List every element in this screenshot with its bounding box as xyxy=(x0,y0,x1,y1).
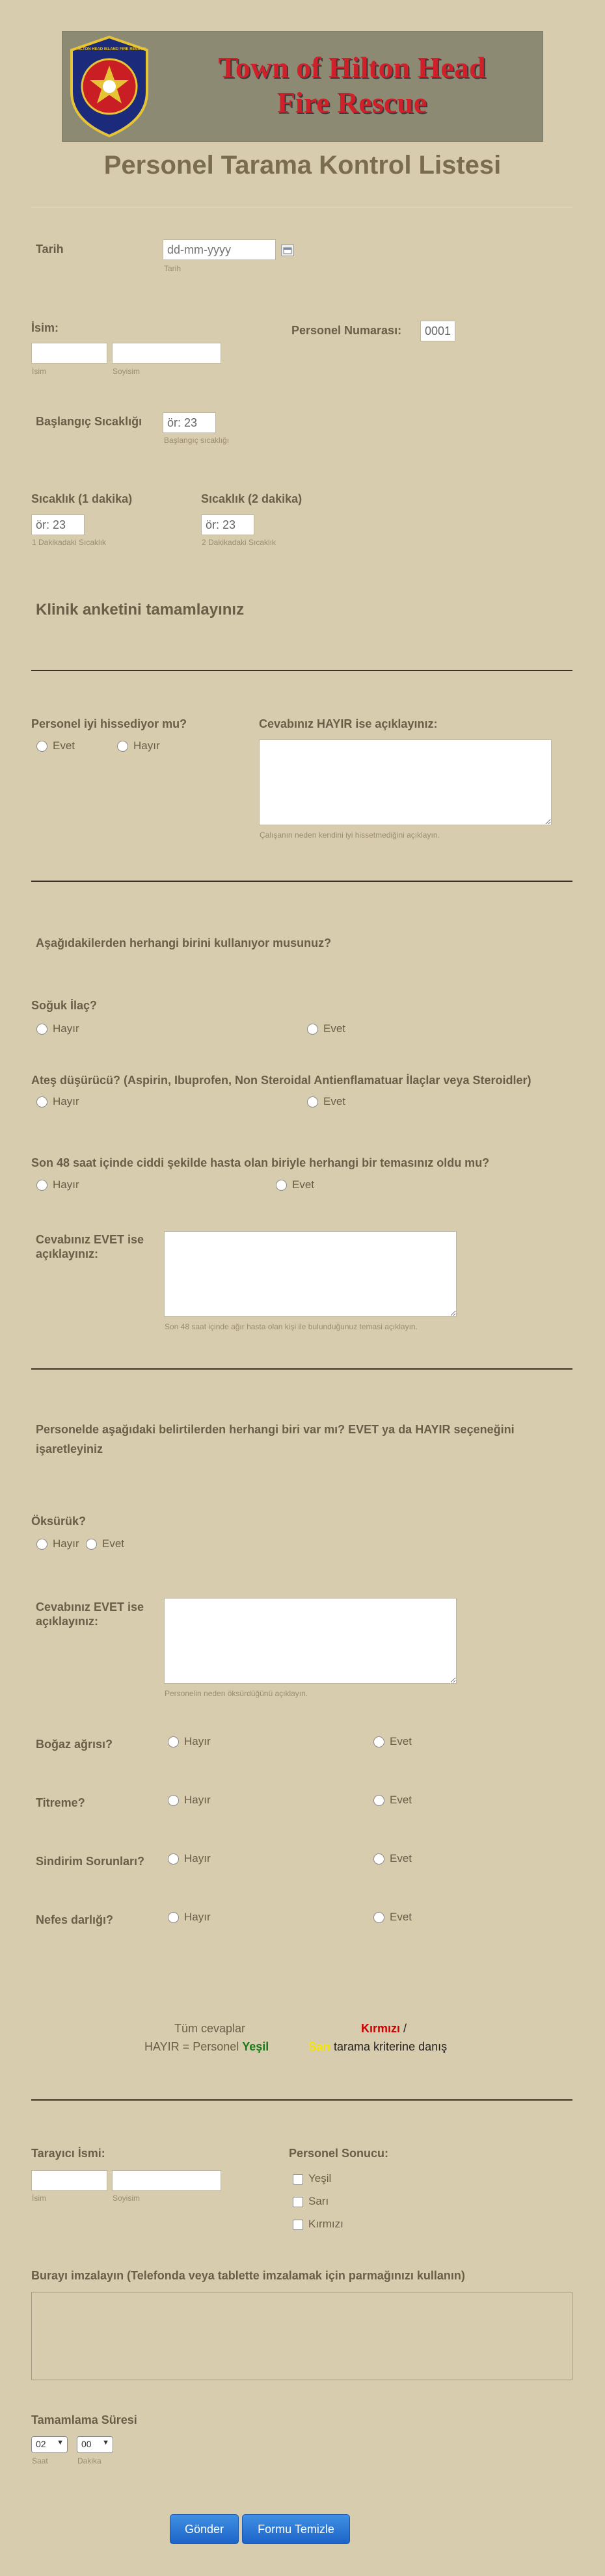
antipyretic-option-yes[interactable]: Evet xyxy=(307,1095,345,1108)
signature-label: Burayı imzalayın (Telefonda veya tablette imzalamak için parmağınızı kullanın) xyxy=(31,2269,465,2282)
cold-medicine-option-yes[interactable]: Evet xyxy=(307,1022,345,1035)
contact-explain-label: Cevabınız EVET ise açıklayınız: xyxy=(36,1233,144,1260)
radio-button[interactable] xyxy=(36,1180,47,1191)
feeling-well-option-yes[interactable]: Evet xyxy=(36,739,75,752)
contact-option-yes[interactable]: Evet xyxy=(276,1178,314,1191)
antipyretic-label: Ateş düşürücü? (Aspirin, Ibuprofen, Non Steroidal Antienflamatuar İlaçlar veya Steroidler) xyxy=(31,1074,531,1087)
sore-throat-label: Boğaz ağrısı? xyxy=(36,1738,113,1751)
personnel-number-label: Personel Numarası: xyxy=(291,324,402,337)
submit-button[interactable]: Gönder xyxy=(170,2514,239,2544)
radio-button[interactable] xyxy=(373,1853,384,1865)
divider xyxy=(31,670,572,671)
screener-last-sublabel: Soyisim xyxy=(113,2194,141,2203)
sore-throat-option-yes[interactable]: Evet xyxy=(373,1735,412,1748)
duration-label: Tamamlama Süresi xyxy=(31,2413,137,2426)
cough-option-yes[interactable]: Evet xyxy=(86,1537,124,1550)
temp2-input[interactable] xyxy=(201,514,254,535)
result-option-yellow[interactable]: Sarı xyxy=(293,2195,329,2208)
minute-select[interactable]: 00 ▼ xyxy=(77,2436,113,2453)
radio-button[interactable] xyxy=(276,1180,287,1191)
symptoms-heading: Personelde aşağıdaki belirtilerden herhangi biri var mı? EVET ya da HAYIR seçeneğini işaretleyiniz xyxy=(36,1423,515,1455)
clinical-heading: Klinik anketini tamamlayınız xyxy=(36,601,245,618)
sore-throat-option-no[interactable]: Hayır xyxy=(168,1735,211,1748)
cough-label: Öksürük? xyxy=(31,1515,87,1528)
radio-button[interactable] xyxy=(36,741,47,752)
temp2-label: Sıcaklık (2 dakika) xyxy=(201,492,302,505)
result-option-green[interactable]: Yeşil xyxy=(293,2172,331,2185)
radio-button[interactable] xyxy=(373,1795,384,1806)
shortness-of-breath-option-no[interactable]: Hayır xyxy=(168,1911,211,1924)
screener-first-sublabel: İsim xyxy=(32,2194,46,2203)
checkbox[interactable] xyxy=(293,2220,303,2230)
radio-button[interactable] xyxy=(373,1736,384,1747)
temp1-input[interactable] xyxy=(31,514,85,535)
radio-button[interactable] xyxy=(117,741,128,752)
chills-option-yes[interactable]: Evet xyxy=(373,1794,412,1807)
radio-button[interactable] xyxy=(373,1912,384,1923)
date-input[interactable] xyxy=(163,239,276,260)
banner-title: Town of Hilton Head Fire Rescue xyxy=(218,51,486,119)
first-name-sublabel: İsim xyxy=(32,367,46,376)
contact-explain-sublabel: Son 48 saat içinde ağır hasta olan kişi ile bulunduğunuz temasi açıklayın. xyxy=(165,1322,418,1331)
checkbox[interactable] xyxy=(293,2174,303,2184)
chevron-down-icon: ▼ xyxy=(102,2439,109,2447)
temp1-label: Sıcaklık (1 dakika) xyxy=(31,492,133,505)
feeling-well-explain-sublabel: Çalışanın neden kendini iyi hissetmediğini açıklayın. xyxy=(260,830,440,840)
result-option-red[interactable]: Kırmızı xyxy=(293,2218,343,2231)
temp1-sublabel: 1 Dakikadaki Sıcaklık xyxy=(32,538,107,547)
contact-label: Son 48 saat içinde ciddi şekilde hasta olan biriyle herhangi bir temasınız oldu mu? xyxy=(31,1156,490,1169)
signature-pad[interactable] xyxy=(31,2292,572,2380)
chills-option-no[interactable]: Hayır xyxy=(168,1794,211,1807)
chills-label: Titreme? xyxy=(36,1796,85,1809)
divider xyxy=(31,1368,572,1370)
radio-button[interactable] xyxy=(307,1096,318,1108)
checkbox[interactable] xyxy=(293,2197,303,2207)
feeling-well-label: Personel iyi hissediyor mu? xyxy=(31,717,187,730)
clear-form-button[interactable]: Formu Temizle xyxy=(242,2514,350,2544)
cough-explain-sublabel: Personelin neden öksürdüğünü açıklayın. xyxy=(165,1689,308,1698)
digestive-option-yes[interactable]: Evet xyxy=(373,1852,412,1865)
radio-button[interactable] xyxy=(36,1096,47,1108)
radio-button[interactable] xyxy=(36,1024,47,1035)
radio-button[interactable] xyxy=(168,1736,179,1747)
name-label: İsim: xyxy=(31,321,59,334)
page-title: Personel Tarama Kontrol Listesi xyxy=(103,151,502,179)
hour-sublabel: Saat xyxy=(32,2456,48,2465)
screener-label: Tarayıcı İsmi: xyxy=(31,2147,105,2160)
logo-text: HILTON HEAD ISLAND FIRE RESCUE xyxy=(76,47,146,51)
personnel-number-input[interactable] xyxy=(420,321,455,341)
cough-explain-label: Cevabınız EVET ise açıklayınız: xyxy=(36,1600,144,1628)
radio-button[interactable] xyxy=(307,1024,318,1035)
screener-last-name-input[interactable] xyxy=(112,2170,221,2191)
radio-button[interactable] xyxy=(168,1795,179,1806)
feeling-well-explain-textarea[interactable] xyxy=(259,739,552,825)
last-name-sublabel: Soyisim xyxy=(113,367,141,376)
shortness-of-breath-option-yes[interactable]: Evet xyxy=(373,1911,412,1924)
radio-button[interactable] xyxy=(86,1539,97,1550)
divider xyxy=(31,881,572,882)
digestive-option-no[interactable]: Hayır xyxy=(168,1852,211,1865)
cough-option-no[interactable]: Hayır xyxy=(36,1537,79,1550)
radio-button[interactable] xyxy=(168,1853,179,1865)
result-label: Personel Sonucu: xyxy=(289,2147,389,2160)
using-heading: Aşağıdakilerden herhangi birini kullanıyor musunuz? xyxy=(36,936,332,949)
digestive-label: Sindirim Sorunları? xyxy=(36,1855,145,1868)
date-sublabel: Tarih xyxy=(164,264,182,273)
hour-select[interactable]: 02 ▼ xyxy=(31,2436,68,2453)
start-temp-input[interactable] xyxy=(163,412,216,433)
first-name-input[interactable] xyxy=(31,343,107,364)
divider xyxy=(31,2099,572,2101)
radio-button[interactable] xyxy=(36,1539,47,1550)
contact-explain-textarea[interactable] xyxy=(164,1231,457,1317)
start-temp-sublabel: Başlangıç sıcaklığı xyxy=(164,436,230,445)
feeling-well-explain-label: Cevabınız HAYIR ise açıklayınız: xyxy=(259,717,438,730)
screener-first-name-input[interactable] xyxy=(31,2170,107,2191)
radio-button[interactable] xyxy=(168,1912,179,1923)
minute-sublabel: Dakika xyxy=(77,2456,101,2465)
shortness-of-breath-label: Nefes darlığı? xyxy=(36,1913,114,1926)
cold-medicine-label: Soğuk İlaç? xyxy=(31,999,98,1012)
temp2-sublabel: 2 Dakikadaki Sıcaklık xyxy=(202,538,276,547)
calendar-icon[interactable] xyxy=(281,245,294,256)
cold-medicine-option-no[interactable]: Hayır xyxy=(36,1022,79,1035)
start-temp-label: Başlangıç Sıcaklığı xyxy=(36,415,142,428)
cough-explain-textarea[interactable] xyxy=(164,1598,457,1684)
contact-option-no[interactable]: Hayır xyxy=(36,1178,79,1191)
last-name-input[interactable] xyxy=(112,343,221,364)
date-label: Tarih xyxy=(36,243,64,256)
chevron-down-icon: ▼ xyxy=(57,2439,64,2447)
header-banner xyxy=(62,31,543,142)
feeling-well-option-no[interactable]: Hayır xyxy=(117,739,160,752)
antipyretic-option-no[interactable]: Hayır xyxy=(36,1095,79,1108)
